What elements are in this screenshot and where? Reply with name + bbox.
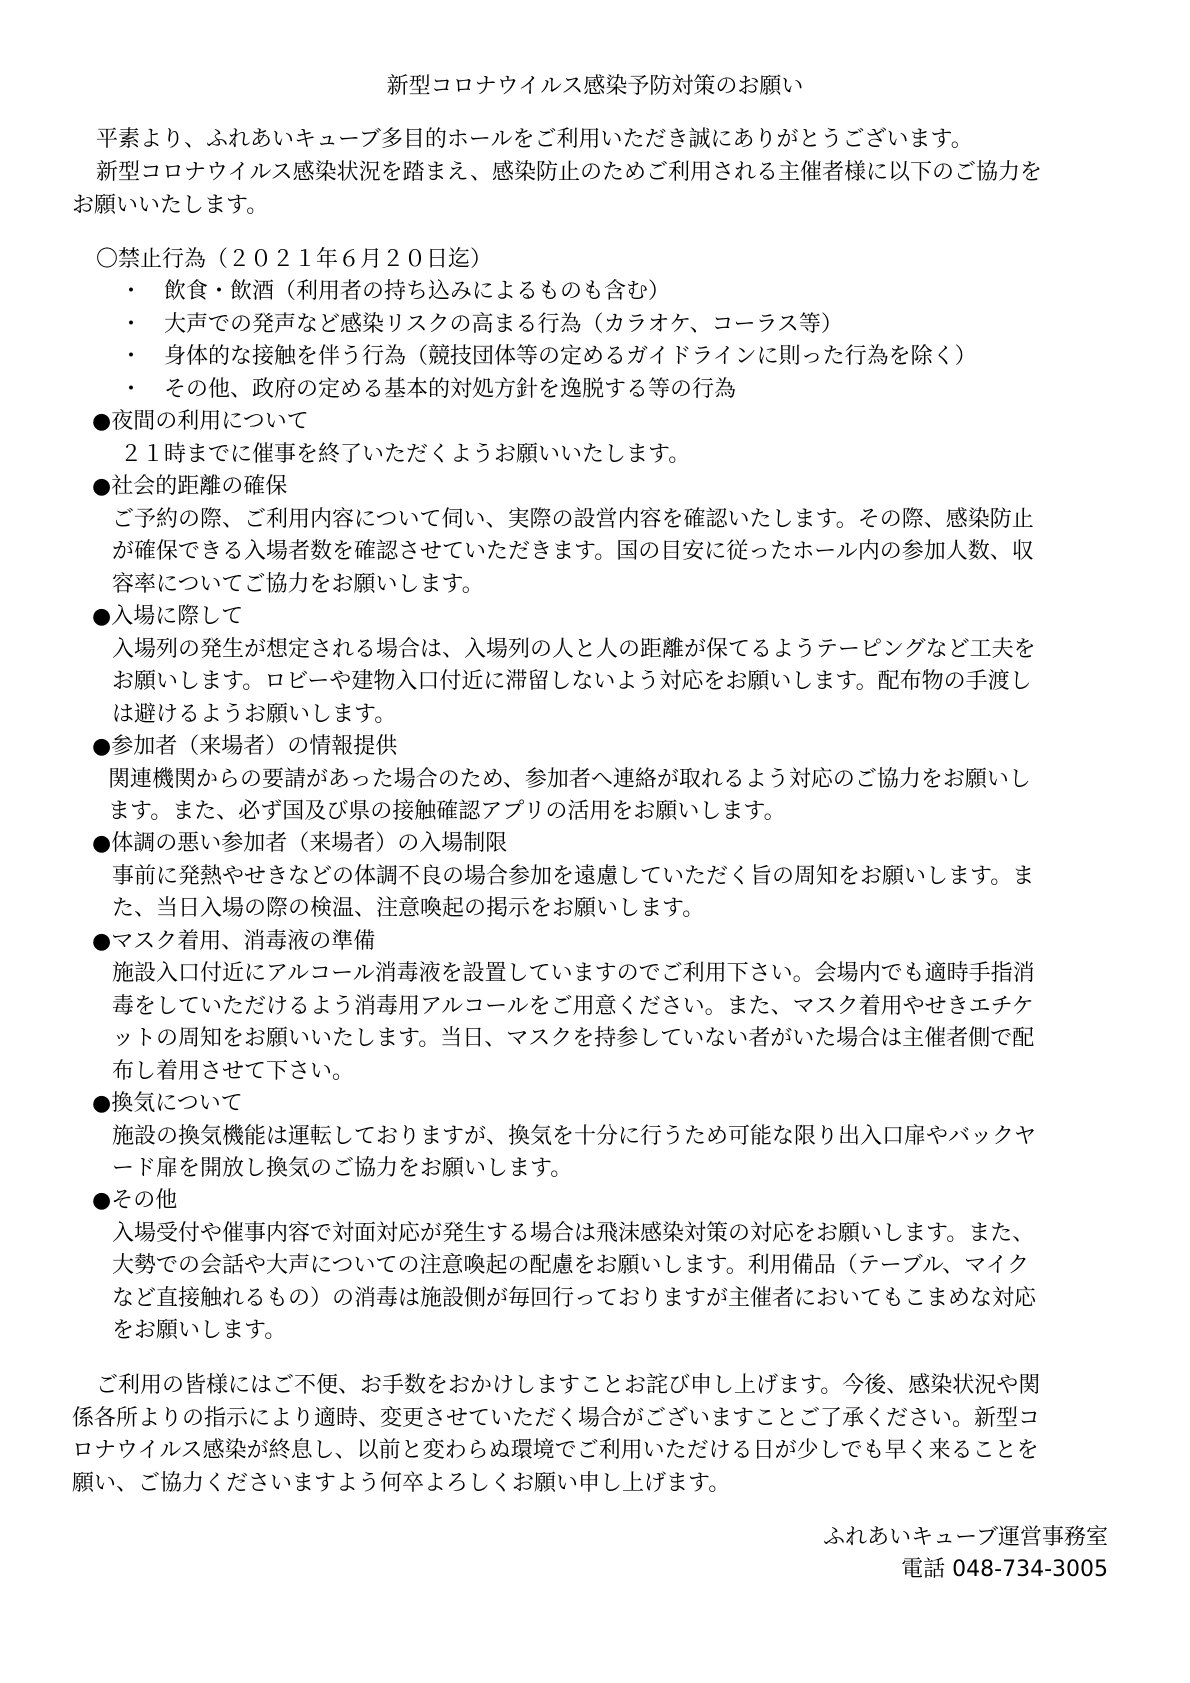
section-body-line: ご予約の際、ご利用内容について伺い、実際の設営内容を確認いたします。その際、感染防止 [112,507,1034,532]
section-body-line: ード扉を開放し換気のご協力をお願いします。 [112,1156,573,1181]
intro-line-1: 平素より、ふれあいキューブ多目的ホールをご利用いただき誠にありがとうございます。 [96,127,973,152]
section-heading-entry: ●入場に際して [92,604,244,629]
section-body-line: た、当日入場の際の検温、注意喚起の掲示をお願いします。 [112,896,705,921]
section-body-line: をお願いします。 [112,1318,287,1343]
section-heading-distance: ●社会的距離の確保 [92,474,288,499]
section-heading-other: ●その他 [92,1188,178,1213]
closing-line: 係各所よりの指示により適時、変更させていただく場合がございますことご了承ください。新型コ [72,1406,1041,1431]
signature-office: ふれあいキューブ運営事務室 [823,1525,1108,1550]
prohibited-item: ・ 大声での発声など感染リスクの高まる行為（カラオケ、コーラス等） [120,312,843,337]
section-body-line: 入場列の発生が想定される場合は、入場列の人と人の距離が保てるようテーピングなど工夫を [112,637,1036,662]
prohibited-item: ・ 飲食・飲酒（利用者の持ち込みによるものも含む） [120,279,671,304]
section-heading-info: ●参加者（来場者）の情報提供 [92,734,398,759]
section-body-line: 事前に発熱やせきなどの体調不良の場合参加を遠慮していただく旨の周知をお願いします。ま [112,864,1035,889]
closing-line: ご利用の皆様にはご不便、お手数をおかけしますことお詫び申し上げます。今後、感染状況や関 [96,1373,1041,1398]
signature-phone: 電話 048-734-3005 [901,1557,1108,1582]
section-body-line: 施設の換気機能は運転しておりますが、換気を十分に行うため可能な限り出入口扉やバックヤ [112,1124,1037,1149]
section-body-line: は避けるようお願いします。 [112,702,397,727]
section-heading-ventilation: ●換気について [92,1091,243,1116]
section-body-line: ットの周知をお願いいたします。当日、マスクを持参していない者がいた場合は主催者側で配 [112,1026,1035,1051]
section-body-line: 容率についてご協力をお願いします。 [112,572,484,597]
intro-line-3: お願いいたします。 [72,193,269,218]
section-body-line: 布し着用させて下さい。 [112,1059,355,1084]
section-body-line: ２１時までに催事を終了いただくようお願いいたします。 [120,442,691,467]
section-heading-night: ●夜間の利用について [92,409,309,434]
section-heading-health: ●体調の悪い参加者（来場者）の入場制限 [92,831,508,856]
prohibited-heading: 〇禁止行為（２０２１年６月２０日迄） [96,247,493,272]
section-body-line: お願いします。ロビーや建物入口付近に滞留しないよう対応をお願いします。配布物の手渡し [112,669,1032,694]
closing-line: 願い、ご協力くださいますよう何卒よろしくお願い申し上げます。 [72,1471,731,1496]
section-body-line: ます。また、必ず国及び県の接触確認アプリの活用をお願いします。 [108,799,786,824]
intro-line-2: 新型コロナウイルス感染状況を踏まえ、感染防止のためご利用される主催者様に以下のご協力を [96,160,1043,185]
prohibited-item: ・ その他、政府の定める基本的対処方針を逸脱する等の行為 [120,377,737,402]
closing-line: ロナウイルス感染が終息し、以前と変わらぬ環境でご利用いただける日が少しでも早く来ることを [72,1438,1039,1463]
document-title: 新型コロナウイルス感染予防対策のお願い [386,74,804,99]
prohibited-item: ・ 身体的な接触を伴う行為（競技団体等の定めるガイドラインに則った行為を除く） [120,344,977,369]
section-body-line: 入場受付や催事内容で対面対応が発生する場合は飛沫感染対策の対応をお願いします。また、 [112,1221,1035,1246]
section-body-line: など直接触れるもの）の消毒は施設側が毎回行っておりますが主催者においてもこまめな対応 [112,1286,1037,1311]
section-body-line: 関連機関からの要請があった場合のため、参加者へ連絡が取れるよう対応のご協力をお願いし [108,767,1031,792]
section-body-line: 毒をしていただけるよう消毒用アルコールをご用意ください。また、マスク着用やせきエチケ [112,994,1034,1019]
section-body-line: 施設入口付近にアルコール消毒液を設置していますのでご利用下さい。会場内でも適時手指消 [112,961,1035,986]
section-body-line: 大勢での会話や大声についての注意喚起の配慮をお願いします。利用備品（テーブル、マイク [112,1253,1030,1278]
section-body-line: が確保できる入場者数を確認させていただきます。国の目安に従ったホール内の参加人数、収 [112,539,1034,564]
section-heading-mask: ●マスク着用、消毒液の準備 [92,929,376,954]
